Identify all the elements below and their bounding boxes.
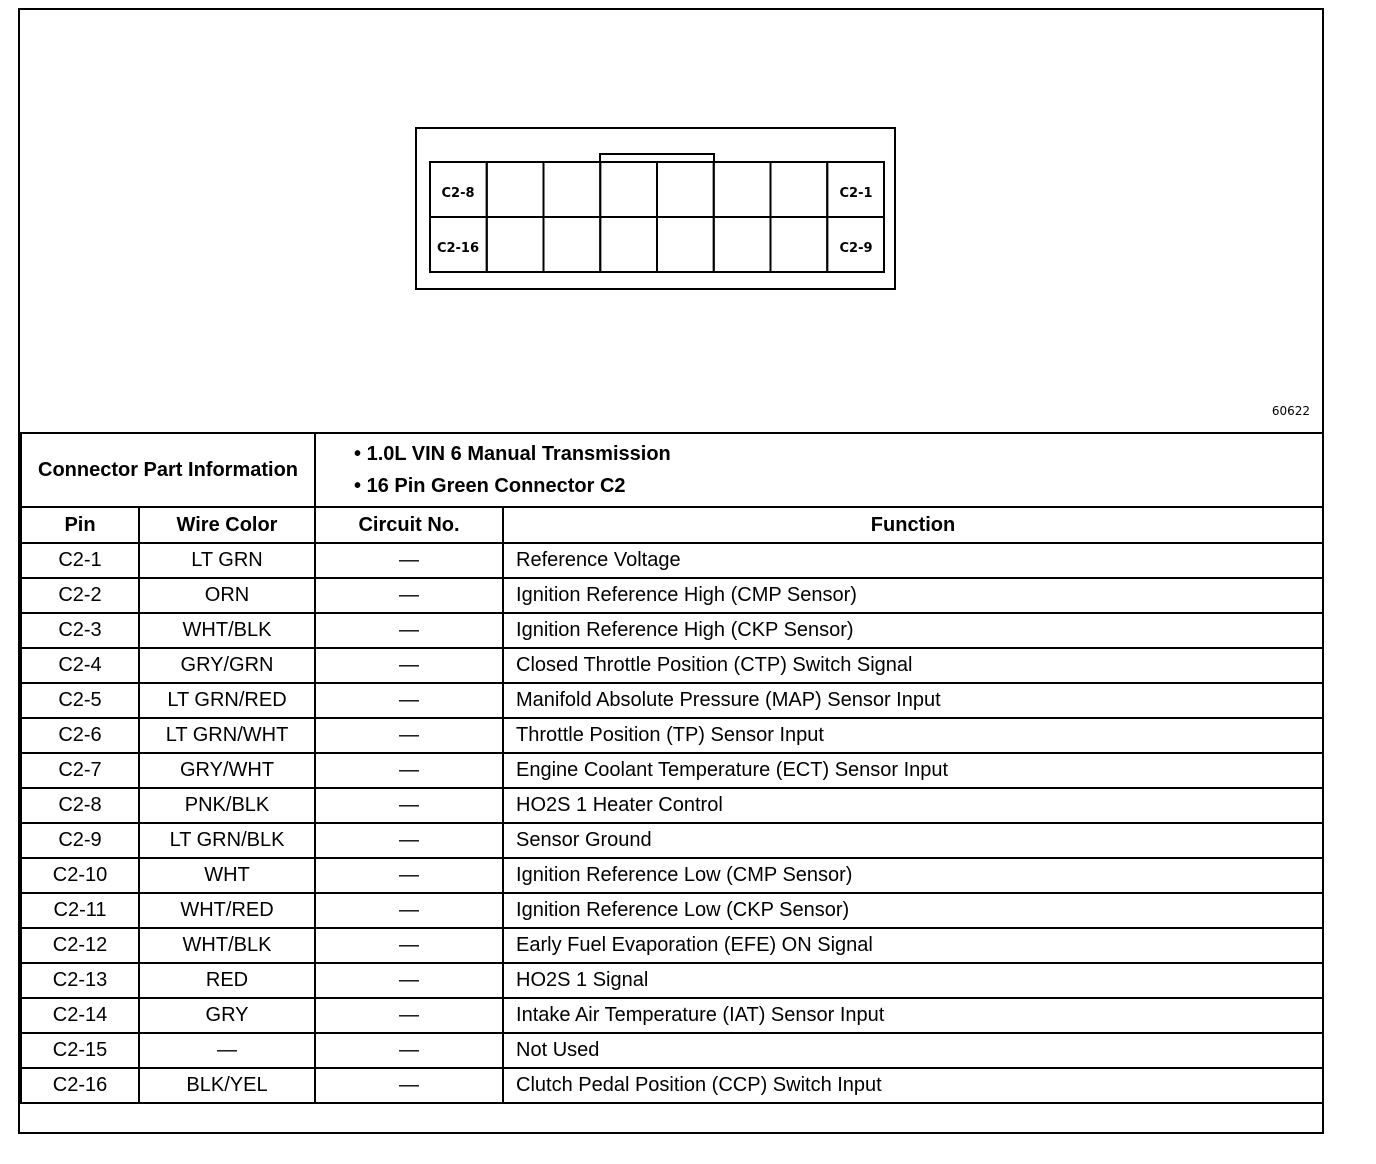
circuit-no-cell: — xyxy=(315,858,503,893)
pin-cell: C2-10 xyxy=(21,858,139,893)
connector-info-item: • 1.0L VIN 6 Manual Transmission xyxy=(354,443,671,465)
pinout-table xyxy=(20,432,1324,1104)
connector-face-diagram xyxy=(20,10,1322,432)
wire-color-cell: LT GRN/RED xyxy=(139,683,315,718)
pin-cell: C2-12 xyxy=(21,928,139,963)
circuit-no-cell: — xyxy=(315,578,503,613)
table-header-row xyxy=(21,507,1323,543)
pin-cavity xyxy=(544,217,601,272)
table-row xyxy=(21,613,1323,648)
wire-color-cell: RED xyxy=(139,963,315,998)
connector-part-info-label xyxy=(21,433,315,507)
circuit-no-cell: — xyxy=(315,753,503,788)
pin-cavity xyxy=(657,162,714,217)
table-row xyxy=(21,753,1323,788)
table-row xyxy=(21,858,1323,893)
circuit-no-cell: — xyxy=(315,893,503,928)
connector-info-item: • 16 Pin Green Connector C2 xyxy=(354,475,626,497)
figure-id: 60622 xyxy=(1271,404,1310,418)
table-row xyxy=(21,823,1323,858)
function-cell: Closed Throttle Position (CTP) Switch Signal xyxy=(503,648,1323,683)
connector-part-info-text: Connector Part Information xyxy=(38,459,299,481)
function-cell: Manifold Absolute Pressure (MAP) Sensor Input xyxy=(503,683,1323,718)
circuit-no-cell: — xyxy=(315,718,503,753)
table-row xyxy=(21,578,1323,613)
function-cell: Ignition Reference High (CMP Sensor) xyxy=(503,578,1323,613)
pin-label-bottom-right: C2-9 xyxy=(839,241,873,256)
circuit-no-cell: — xyxy=(315,788,503,823)
connector-info-row xyxy=(21,433,1323,507)
table-row xyxy=(21,893,1323,928)
wire-color-cell: GRY/WHT xyxy=(139,753,315,788)
pinout-rows xyxy=(21,543,1323,1103)
pin-cell: C2-7 xyxy=(21,753,139,788)
function-cell: Sensor Ground xyxy=(503,823,1323,858)
function-cell: Throttle Position (TP) Sensor Input xyxy=(503,718,1323,753)
table-row xyxy=(21,788,1323,823)
wire-color-cell: — xyxy=(139,1033,315,1068)
pin-cavity-grid xyxy=(430,162,884,272)
pin-cavity xyxy=(544,162,601,217)
circuit-no-cell: — xyxy=(315,998,503,1033)
function-cell: Early Fuel Evaporation (EFE) ON Signal xyxy=(503,928,1323,963)
circuit-no-cell: — xyxy=(315,683,503,718)
pin-cell: C2-4 xyxy=(21,648,139,683)
wire-color-cell: BLK/YEL xyxy=(139,1068,315,1103)
table-row xyxy=(21,648,1323,683)
function-cell: HO2S 1 Heater Control xyxy=(503,788,1323,823)
pin-cavity xyxy=(771,217,828,272)
table-row xyxy=(21,1033,1323,1068)
circuit-no-cell: — xyxy=(315,928,503,963)
table-row xyxy=(21,998,1323,1033)
pin-cavity xyxy=(600,162,657,217)
wire-color-cell: ORN xyxy=(139,578,315,613)
pin-cavity xyxy=(714,162,771,217)
header-pin: Pin xyxy=(21,507,139,543)
pin-cavity xyxy=(714,217,771,272)
circuit-no-cell: — xyxy=(315,1068,503,1103)
header-function: Function xyxy=(503,507,1323,543)
pin-cell: C2-5 xyxy=(21,683,139,718)
pin-cell: C2-9 xyxy=(21,823,139,858)
connector-diagram-area xyxy=(20,10,1322,432)
table-row xyxy=(21,718,1323,753)
wire-color-cell: GRY xyxy=(139,998,315,1033)
pin-cell: C2-14 xyxy=(21,998,139,1033)
pin-cell: C2-13 xyxy=(21,963,139,998)
wire-color-cell: LT GRN/BLK xyxy=(139,823,315,858)
diagram-frame xyxy=(18,8,1324,1134)
header-circuit-no: Circuit No. xyxy=(315,507,503,543)
function-cell: HO2S 1 Signal xyxy=(503,963,1323,998)
pin-cell: C2-2 xyxy=(21,578,139,613)
pin-cell: C2-8 xyxy=(21,788,139,823)
table-row xyxy=(21,963,1323,998)
pin-label-top-right: C2-1 xyxy=(839,186,873,201)
table-row xyxy=(21,928,1323,963)
pin-label-top-left: C2-8 xyxy=(441,186,475,201)
function-cell: Ignition Reference Low (CKP Sensor) xyxy=(503,893,1323,928)
wire-color-cell: WHT/RED xyxy=(139,893,315,928)
table-row xyxy=(21,683,1323,718)
circuit-no-cell: — xyxy=(315,613,503,648)
wire-color-cell: WHT xyxy=(139,858,315,893)
pin-cavity xyxy=(487,162,544,217)
connector-info-list xyxy=(315,433,1323,507)
wire-color-cell: GRY/GRN xyxy=(139,648,315,683)
pin-cavity xyxy=(771,162,828,217)
wire-color-cell: LT GRN xyxy=(139,543,315,578)
function-cell: Engine Coolant Temperature (ECT) Sensor Input xyxy=(503,753,1323,788)
pin-cavity xyxy=(600,217,657,272)
pin-cell: C2-6 xyxy=(21,718,139,753)
header-wire-color: Wire Color xyxy=(139,507,315,543)
pin-cell: C2-3 xyxy=(21,613,139,648)
pin-cell: C2-16 xyxy=(21,1068,139,1103)
pin-label-bottom-left: C2-16 xyxy=(436,241,480,256)
pin-cell: C2-11 xyxy=(21,893,139,928)
circuit-no-cell: — xyxy=(315,823,503,858)
circuit-no-cell: — xyxy=(315,648,503,683)
circuit-no-cell: — xyxy=(315,1033,503,1068)
function-cell: Not Used xyxy=(503,1033,1323,1068)
pin-cavity xyxy=(657,217,714,272)
circuit-no-cell: — xyxy=(315,543,503,578)
pin-cavity xyxy=(487,217,544,272)
pin-cell: C2-1 xyxy=(21,543,139,578)
function-cell: Reference Voltage xyxy=(503,543,1323,578)
circuit-no-cell: — xyxy=(315,963,503,998)
connector-housing xyxy=(416,128,895,289)
function-cell: Ignition Reference High (CKP Sensor) xyxy=(503,613,1323,648)
table-row xyxy=(21,1068,1323,1103)
connector-lock-tab xyxy=(600,154,714,162)
function-cell: Intake Air Temperature (IAT) Sensor Input xyxy=(503,998,1323,1033)
function-cell: Ignition Reference Low (CMP Sensor) xyxy=(503,858,1323,893)
pin-cell: C2-15 xyxy=(21,1033,139,1068)
wire-color-cell: LT GRN/WHT xyxy=(139,718,315,753)
wire-color-cell: WHT/BLK xyxy=(139,928,315,963)
wire-color-cell: PNK/BLK xyxy=(139,788,315,823)
wire-color-cell: WHT/BLK xyxy=(139,613,315,648)
table-row xyxy=(21,543,1323,578)
function-cell: Clutch Pedal Position (CCP) Switch Input xyxy=(503,1068,1323,1103)
